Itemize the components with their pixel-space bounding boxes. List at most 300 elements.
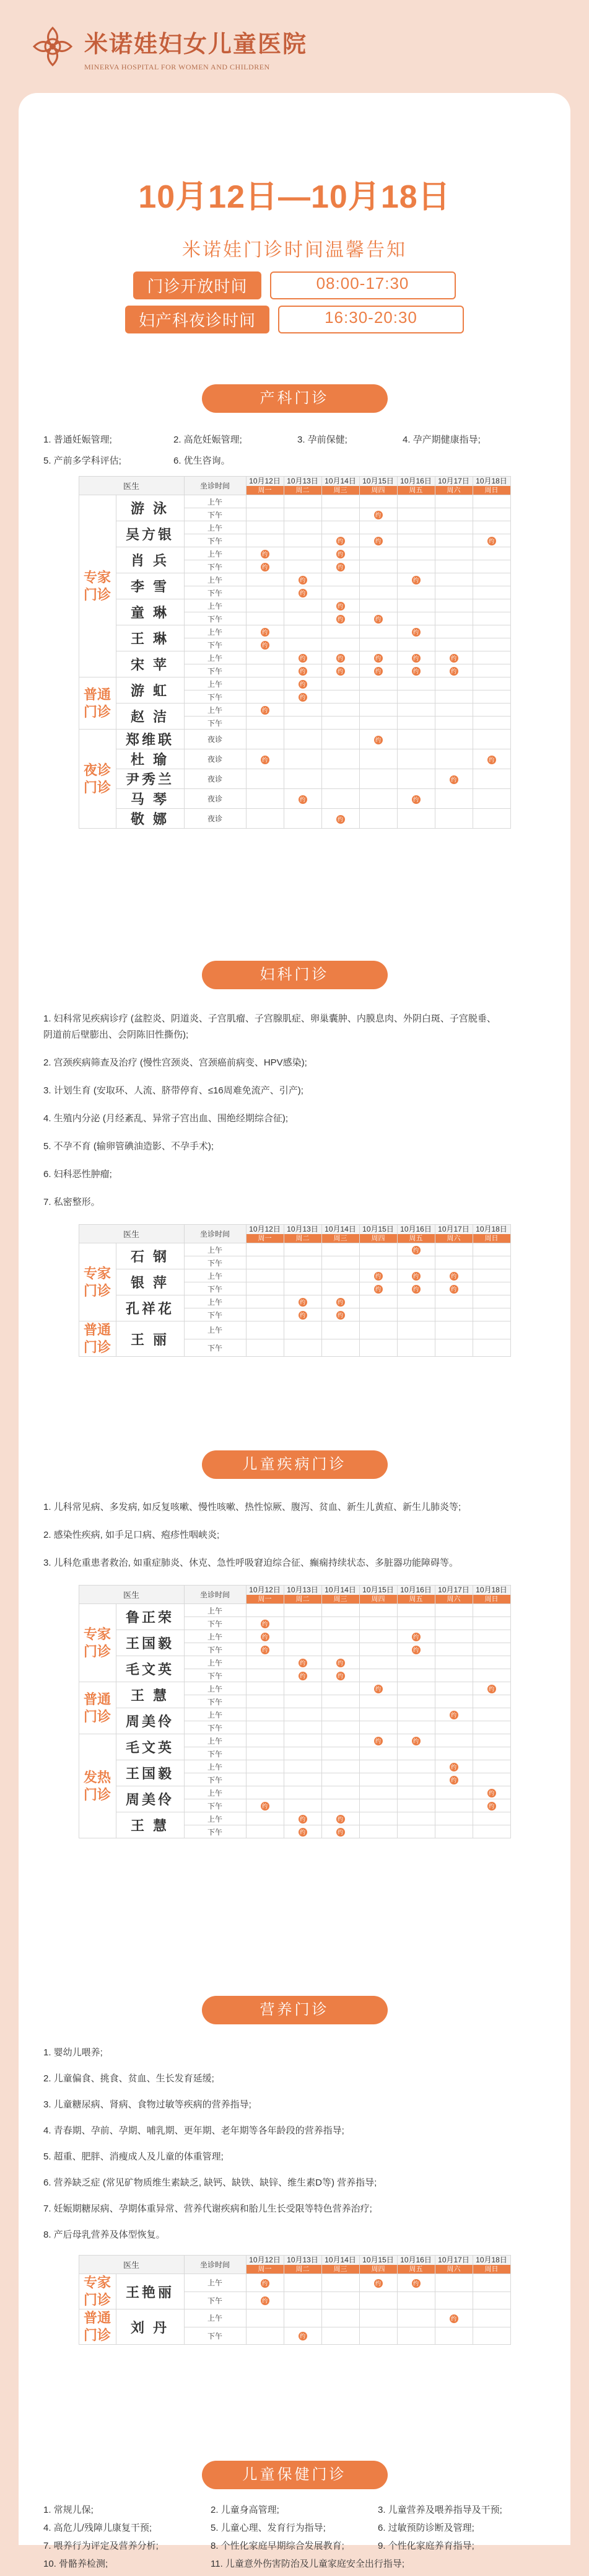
schedule-cell [321,1695,359,1708]
schedule-cell [246,1682,284,1695]
schedule-cell [397,717,435,730]
schedule-cell [246,1799,284,1812]
day-header [246,1225,284,1243]
day-weekday: 周四 [360,2265,397,2274]
slot-label: 下午 [184,1617,246,1630]
pediatrics-section [19,1450,570,1838]
day-weekday: 周二 [284,2265,321,2274]
schedule-cell [321,1295,359,1308]
schedule-cell [435,1295,473,1308]
schedule-cell [321,651,359,664]
schedule-cell [284,1708,321,1721]
slot-label: 夜诊 [184,809,246,829]
nutrition-service: 7. 妊娠期糖尿病、孕期体重异常、营养代谢疾病和胎儿生长受限等特色营养治疗; [43,2203,372,2214]
schedule-cell [246,749,284,769]
schedule-cell [284,1786,321,1799]
schedule-cell [284,1604,321,1617]
slot-label: 夜诊 [184,769,246,789]
slot-label: 下午 [184,560,246,573]
schedule-cell [284,1695,321,1708]
day-header [473,477,510,495]
schedule-cell [473,1643,510,1656]
schedule-cell [284,1339,321,1357]
schedule-cell [397,1760,435,1773]
schedule-cell [397,1773,435,1786]
schedule-cell [397,809,435,829]
day-header [435,477,473,495]
schedule-cell [435,1256,473,1269]
on-duty-icon: 约 [299,2332,307,2340]
schedule-cell [321,717,359,730]
clinic-group: 专家门诊 [79,1243,116,1321]
on-duty-icon: 约 [374,2279,383,2288]
slot-label: 下午 [184,1695,246,1708]
schedule-cell [435,1604,473,1617]
schedule-cell [246,612,284,625]
table-row [79,730,510,749]
day-header [321,2256,359,2274]
schedule-cell [321,1799,359,1812]
schedule-cell [284,1747,321,1760]
open-time: 08:00-17:30 [270,271,456,299]
on-duty-icon: 约 [412,2279,421,2288]
schedule-cell [435,1669,473,1682]
schedule-cell [321,1617,359,1630]
schedule-cell [397,1604,435,1617]
table-row [79,749,510,769]
schedule-cell [246,508,284,521]
on-duty-icon: 约 [299,1311,307,1320]
schedule-cell [397,690,435,704]
schedule-cell [284,1630,321,1643]
schedule-cell [359,586,397,599]
schedule-cell [473,1786,510,1799]
day-date: 10月16日 [400,1585,432,1594]
schedule-cell [359,1295,397,1308]
day-header [397,1586,435,1604]
schedule-cell [321,749,359,769]
doctor-name: 童 琳 [116,599,184,625]
schedule-cell [397,1269,435,1282]
table-row [79,599,510,612]
doctor-name: 郑维联 [116,730,184,749]
schedule-cell [397,1282,435,1295]
obstetrics-service: 3. 孕前保健; [297,434,347,445]
child-care-services [19,2504,570,2570]
day-date: 10月15日 [362,1224,394,1233]
nutrition-schedule-table [19,2255,570,2345]
schedule-cell [284,1321,321,1339]
schedule-cell [435,612,473,625]
schedule-cell [321,599,359,612]
schedule-cell [473,1256,510,1269]
day-date: 10月12日 [249,476,281,485]
schedule-cell [473,1269,510,1282]
schedule-cell [473,638,510,651]
day-date: 10月17日 [438,1224,469,1233]
on-duty-icon: 约 [299,795,307,804]
on-duty-icon: 约 [336,1659,345,1667]
on-duty-icon: 约 [450,667,458,676]
schedule-cell [284,1269,321,1282]
schedule-cell [359,547,397,560]
schedule-cell [435,560,473,573]
schedule-cell [473,651,510,664]
schedule-cell [284,677,321,690]
schedule-cell [473,495,510,508]
day-date: 10月16日 [400,2255,432,2264]
hero [19,93,570,333]
on-duty-icon: 约 [374,1285,383,1294]
schedule-cell [284,1773,321,1786]
schedule-cell [435,1773,473,1786]
clinic-group: 专家门诊 [79,495,116,677]
schedule-cell [321,809,359,829]
nutrition-section [19,1996,570,2345]
on-duty-icon: 约 [374,1685,383,1693]
schedule-cell [359,789,397,809]
on-duty-icon: 约 [299,589,307,598]
day-date: 10月15日 [362,1585,394,1594]
schedule-cell [473,1812,510,1825]
schedule-cell [473,730,510,749]
schedule-cell [359,625,397,638]
on-duty-icon: 约 [487,1802,496,1811]
day-weekday: 周五 [398,1234,435,1243]
on-duty-icon: 约 [261,563,269,571]
slot-label: 上午 [184,1786,246,1799]
day-weekday: 周六 [435,486,473,495]
schedule-cell [435,521,473,534]
schedule-cell [284,1812,321,1825]
day-date: 10月17日 [438,476,469,485]
schedule-cell [435,1734,473,1747]
day-date: 10月15日 [362,2255,394,2264]
slot-label: 下午 [184,534,246,547]
table-row [79,789,510,809]
pediatrics-title: 儿童疾病门诊 [202,1450,388,1479]
day-weekday: 周四 [360,1234,397,1243]
slot-label: 上午 [184,573,246,586]
schedule-cell [321,1282,359,1295]
schedule-cell [435,2291,473,2309]
schedule-cell [359,1812,397,1825]
day-header [397,1225,435,1243]
schedule-cell [246,809,284,829]
day-date: 10月16日 [400,1224,432,1233]
schedule-cell [473,690,510,704]
schedule-cell [435,730,473,749]
notice-subtitle: 米诺娃门诊时间温馨告知 [182,240,407,260]
doctor-name: 刘 丹 [116,2309,184,2345]
schedule-cell [359,1695,397,1708]
schedule-cell [435,1682,473,1695]
schedule-cell [321,521,359,534]
schedule-cell [246,664,284,677]
schedule-cell [397,1747,435,1760]
schedule-cell [284,2291,321,2309]
child-care-service: 8. 个性化家庭早期综合发展教育; [211,2541,344,2551]
day-weekday: 周三 [322,486,359,495]
on-duty-icon: 约 [374,511,383,519]
gynecology-service: 5. 不孕不育 (输卵管碘油造影、不孕手术); [43,1141,214,1152]
on-duty-icon: 约 [412,1272,421,1281]
pediatrics-service: 2. 感染性疾病, 如手足口病、疱疹性咽峡炎; [43,1530,220,1540]
schedule-cell [284,749,321,769]
schedule-cell [435,1695,473,1708]
schedule-cell [246,1243,284,1256]
schedule-cell [435,1708,473,1721]
schedule-cell [246,547,284,560]
on-duty-icon: 约 [487,1685,496,1693]
slot-label: 下午 [184,717,246,730]
slot-label: 上午 [184,704,246,717]
schedule-cell [397,704,435,717]
nutrition-service: 1. 婴幼儿喂养; [43,2047,103,2058]
schedule-cell [359,573,397,586]
slot-label: 下午 [184,1825,246,1838]
clinic-group: 普通门诊 [79,1321,116,1357]
slot-label: 上午 [184,1243,246,1256]
schedule-cell [473,573,510,586]
day-weekday: 周三 [322,1595,359,1603]
schedule-cell [284,690,321,704]
schedule-cell [397,586,435,599]
schedule-cell [397,599,435,612]
on-duty-icon: 约 [336,550,345,558]
day-header [284,1586,321,1604]
schedule-cell [284,2327,321,2345]
obstetrics-services [19,434,570,467]
slot-label: 上午 [184,1682,246,1695]
schedule-cell [359,599,397,612]
schedule-cell [397,1682,435,1695]
on-duty-icon: 约 [450,2314,458,2323]
schedule-cell [397,664,435,677]
schedule-cell [321,1708,359,1721]
day-header [473,2256,510,2274]
schedule-cell [284,1682,321,1695]
child-care-service: 9. 个性化家庭养育指导; [378,2541,474,2551]
on-duty-icon: 约 [450,1763,458,1771]
schedule-cell [435,1321,473,1339]
gynecology-service: 4. 生殖内分泌 (月经紊乱、异常子宫出血、围绝经期综合征); [43,1113,289,1124]
notice-card [19,93,570,2569]
gynecology-service: 3. 计划生育 (安取环、人流、脐带停育、≤16周难免流产、引产); [43,1085,303,1096]
day-weekday: 周日 [473,1595,510,1603]
schedule-cell [284,547,321,560]
table-row [79,1786,510,1799]
day-date: 10月12日 [249,1224,281,1233]
day-header [397,477,435,495]
table-row [79,521,510,534]
schedule-cell [473,521,510,534]
obstetrics-service: 4. 孕产期健康指导; [403,434,481,445]
slot-label: 下午 [184,1799,246,1812]
schedule-cell [359,560,397,573]
on-duty-icon: 约 [261,1802,269,1811]
on-duty-icon: 约 [299,1659,307,1667]
schedule-cell [435,2309,473,2327]
schedule-cell [435,625,473,638]
schedule-cell [397,789,435,809]
nutrition-service: 3. 儿童糖尿病、肾病、食物过敏等疾病的营养指导; [43,2099,251,2110]
schedule-cell [246,677,284,690]
schedule-cell [359,1825,397,1838]
doctor-name: 敬 娜 [116,809,184,829]
schedule-cell [246,2309,284,2327]
schedule-cell [359,2274,397,2292]
schedule-cell [359,651,397,664]
on-duty-icon: 约 [336,1311,345,1320]
day-date: 10月13日 [287,476,318,485]
slot-label: 上午 [184,1734,246,1747]
schedule-cell [435,651,473,664]
schedule-cell [473,1656,510,1669]
schedule-cell [284,508,321,521]
schedule-cell [246,690,284,704]
hospital-name-en: MINERVA HOSPITAL FOR WOMEN AND CHILDREN [84,63,270,71]
day-weekday: 周三 [322,1234,359,1243]
slot-label: 下午 [184,2291,246,2309]
slot-header: 坐诊时间 [184,2256,246,2274]
schedule-cell [397,1308,435,1321]
schedule-cell [359,612,397,625]
day-header [435,1586,473,1604]
table-row [79,1682,510,1695]
on-duty-icon: 约 [299,1298,307,1307]
doctor-name: 马 琴 [116,789,184,809]
schedule-cell [359,1682,397,1695]
slot-label: 下午 [184,1282,246,1295]
table-row [79,651,510,664]
on-duty-icon: 约 [374,1272,383,1281]
schedule-cell [435,704,473,717]
schedule-cell [435,717,473,730]
schedule-cell [246,573,284,586]
day-header [473,1225,510,1243]
schedule-cell [321,690,359,704]
schedule-cell [246,1721,284,1734]
schedule-cell [359,749,397,769]
schedule-cell [473,1721,510,1734]
doctor-name: 吴方银 [116,521,184,547]
schedule-cell [473,1669,510,1682]
on-duty-icon: 约 [450,654,458,663]
schedule-cell [359,717,397,730]
doctor-header: 医生 [79,477,184,495]
schedule-cell [321,586,359,599]
on-duty-icon: 约 [336,537,345,545]
day-date: 10月18日 [476,2255,507,2264]
schedule-cell [246,586,284,599]
clinic-group: 专家门诊 [79,1604,116,1682]
on-duty-icon: 约 [336,615,345,624]
table-row [79,2309,510,2327]
day-header [359,2256,397,2274]
schedule-cell [284,521,321,534]
schedule-cell [321,1243,359,1256]
slot-label: 上午 [184,651,246,664]
schedule-cell [473,677,510,690]
night-time: 16:30-20:30 [278,306,464,333]
schedule-cell [284,1617,321,1630]
schedule-cell [321,1643,359,1656]
on-duty-icon: 约 [261,628,269,637]
table-row [79,1734,510,1747]
schedule-cell [473,1799,510,1812]
gynecology-service: 2. 宫颈疾病筛查及治疗 (慢性宫颈炎、宫颈癌前病变、HPV感染); [43,1057,307,1068]
schedule-cell [284,1282,321,1295]
schedule-cell [473,1339,510,1357]
schedule-cell [284,664,321,677]
day-weekday: 周二 [284,486,321,495]
doctor-name: 尹秀兰 [116,769,184,789]
schedule-cell [284,717,321,730]
schedule-cell [359,1630,397,1643]
schedule-cell [284,1256,321,1269]
doctor-name: 银 萍 [116,1269,184,1295]
schedule-cell [473,1617,510,1630]
day-weekday: 周五 [398,1595,435,1603]
schedule-cell [435,809,473,829]
schedule-cell [246,1695,284,1708]
on-duty-icon: 约 [487,1789,496,1797]
schedule-table [79,2255,511,2345]
clinic-group: 普通门诊 [79,2309,116,2345]
gynecology-service: 7. 私密整形。 [43,1197,100,1207]
schedule-cell [473,1282,510,1295]
on-duty-icon: 约 [336,1815,345,1824]
slot-label: 下午 [184,1721,246,1734]
slot-label: 上午 [184,1604,246,1617]
schedule-cell [246,1656,284,1669]
slot-label: 下午 [184,586,246,599]
schedule-cell [284,1295,321,1308]
schedule-cell [435,1643,473,1656]
schedule-cell [473,1308,510,1321]
gynecology-service: 阴道前后壁膨出、会阴陈旧性撕伤); [43,1030,189,1040]
gynecology-schedule-table [19,1224,570,1357]
schedule-cell [284,789,321,809]
schedule-cell [359,1773,397,1786]
schedule-cell [321,789,359,809]
schedule-cell [473,2309,510,2327]
slot-label: 下午 [184,1773,246,1786]
schedule-cell [321,730,359,749]
day-header [473,1586,510,1604]
table-row [79,1321,510,1339]
slot-label: 下午 [184,612,246,625]
table-row [79,547,510,560]
schedule-cell [284,1243,321,1256]
schedule-table [79,1224,511,1357]
schedule-cell [284,1734,321,1747]
schedule-cell [246,1617,284,1630]
schedule-cell [359,1643,397,1656]
clinic-group: 发热门诊 [79,1734,116,1838]
schedule-cell [473,1734,510,1747]
day-weekday: 周六 [435,1234,473,1243]
schedule-cell [321,2274,359,2292]
schedule-cell [359,2291,397,2309]
schedule-cell [435,749,473,769]
table-row [79,677,510,690]
table-row [79,704,510,717]
day-date: 10月13日 [287,1224,318,1233]
on-duty-icon: 约 [336,602,345,611]
schedule-cell [359,704,397,717]
